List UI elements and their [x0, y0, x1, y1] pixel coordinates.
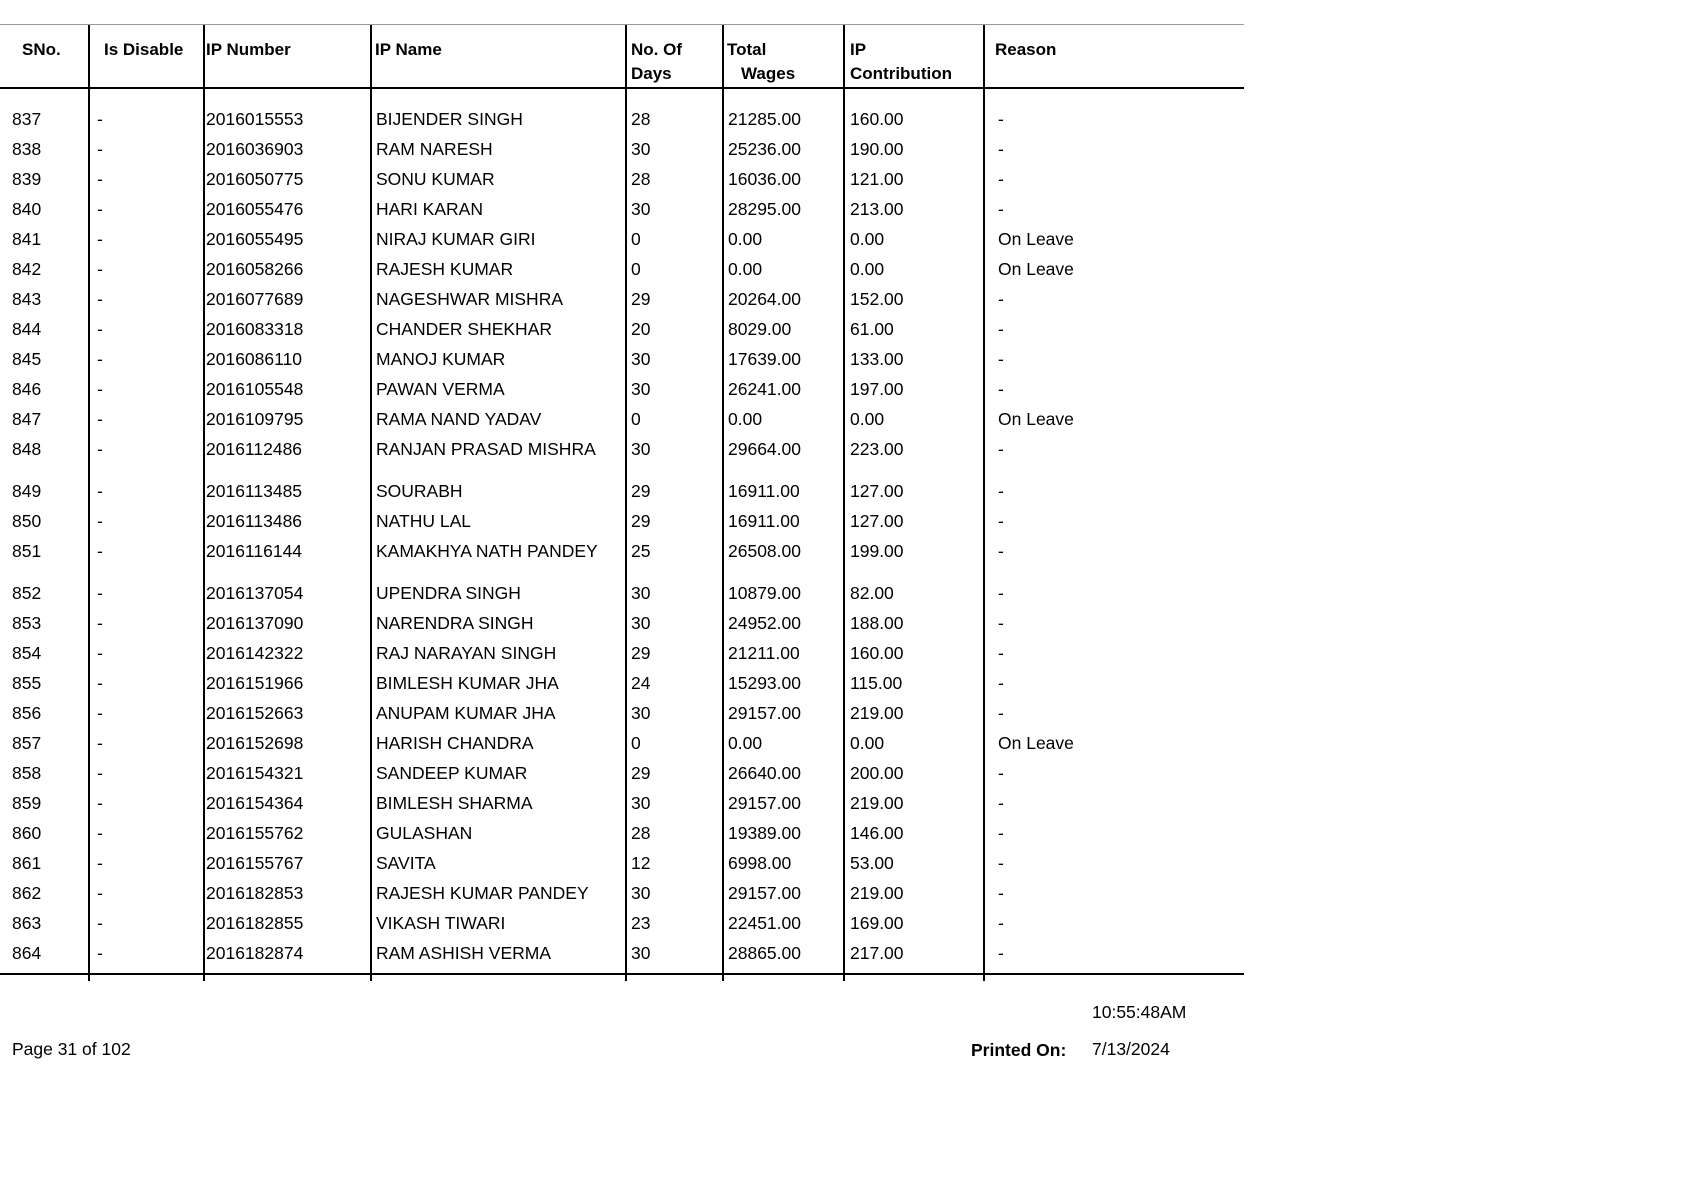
- cell-is-disable: -: [97, 853, 103, 873]
- cell-ip-name: NIRAJ KUMAR GIRI: [376, 229, 536, 249]
- cell-reason: -: [998, 823, 1004, 843]
- col-header-ip-number: IP Number: [206, 40, 291, 59]
- cell-is-disable: -: [97, 169, 103, 189]
- cell-reason: -: [998, 793, 1004, 813]
- cell-is-disable: -: [97, 481, 103, 501]
- cell-sno: 837: [12, 109, 42, 129]
- cell-ip-contribution: 53.00: [850, 853, 894, 873]
- cell-ip-name: GULASHAN: [376, 823, 473, 843]
- cell-no-of-days: 30: [631, 349, 651, 369]
- cell-total-wages: 26241.00: [728, 379, 801, 399]
- cell-ip-contribution: 121.00: [850, 169, 904, 189]
- cell-reason: On Leave: [998, 259, 1074, 279]
- cell-ip-contribution: 197.00: [850, 379, 904, 399]
- cell-total-wages: 16911.00: [728, 511, 800, 531]
- cell-sno: 843: [12, 289, 42, 309]
- cell-ip-contribution: 146.00: [850, 823, 904, 843]
- cell-total-wages: 0.00: [728, 259, 763, 279]
- col-header-sno: SNo.: [22, 40, 61, 59]
- column-divider: [88, 25, 90, 87]
- cell-ip-number: 2016182853: [206, 883, 304, 903]
- cell-no-of-days: 29: [631, 643, 651, 663]
- cell-reason: -: [998, 883, 1004, 903]
- column-divider: [983, 25, 985, 87]
- cell-sno: 858: [12, 763, 42, 783]
- cell-sno: 838: [12, 139, 42, 159]
- cell-reason: -: [998, 379, 1004, 399]
- cell-ip-contribution: 0.00: [850, 259, 885, 279]
- cell-ip-name: NATHU LAL: [376, 511, 471, 531]
- cell-ip-name: RAJ NARAYAN SINGH: [376, 643, 557, 663]
- cell-no-of-days: 30: [631, 703, 651, 723]
- cell-is-disable: -: [97, 409, 103, 429]
- report-table: [0, 24, 1244, 975]
- cell-no-of-days: 0: [631, 409, 641, 429]
- cell-is-disable: -: [97, 943, 103, 963]
- cell-total-wages: 28295.00: [728, 199, 801, 219]
- cell-sno: 862: [12, 883, 42, 903]
- cell-ip-number: 2016154321: [206, 763, 304, 783]
- cell-total-wages: 21285.00: [728, 109, 801, 129]
- cell-ip-number: 2016116144: [206, 541, 303, 561]
- cell-total-wages: 24952.00: [728, 613, 801, 633]
- cell-total-wages: 21211.00: [728, 643, 800, 663]
- cell-reason: -: [998, 319, 1004, 339]
- cell-reason: -: [998, 439, 1004, 459]
- cell-total-wages: 29157.00: [728, 703, 801, 723]
- cell-ip-name: HARI KARAN: [376, 199, 483, 219]
- cell-no-of-days: 30: [631, 379, 651, 399]
- cell-is-disable: -: [97, 733, 103, 753]
- cell-total-wages: 29157.00: [728, 883, 801, 903]
- cell-sno: 863: [12, 913, 42, 933]
- cell-ip-contribution: 190.00: [850, 139, 904, 159]
- cell-ip-number: 2016086110: [206, 349, 303, 369]
- cell-no-of-days: 24: [631, 673, 651, 693]
- cell-is-disable: -: [97, 763, 103, 783]
- cell-ip-contribution: 0.00: [850, 409, 885, 429]
- column-divider: [722, 89, 724, 981]
- cell-reason: -: [998, 643, 1004, 663]
- cell-reason: -: [998, 763, 1004, 783]
- cell-is-disable: -: [97, 289, 103, 309]
- cell-is-disable: -: [97, 883, 103, 903]
- cell-no-of-days: 0: [631, 259, 641, 279]
- cell-sno: 854: [12, 643, 42, 663]
- cell-ip-name: SOURABH: [376, 481, 463, 501]
- cell-no-of-days: 30: [631, 883, 651, 903]
- cell-is-disable: -: [97, 259, 103, 279]
- cell-reason: -: [998, 673, 1004, 693]
- cell-ip-number: 2016113486: [206, 511, 303, 531]
- cell-ip-contribution: 169.00: [850, 913, 904, 933]
- cell-reason: On Leave: [998, 733, 1074, 753]
- cell-ip-contribution: 188.00: [850, 613, 904, 633]
- col-header-is-disable: Is Disable: [104, 40, 184, 59]
- cell-is-disable: -: [97, 229, 103, 249]
- cell-ip-number: 2016182874: [206, 943, 304, 963]
- cell-ip-contribution: 160.00: [850, 643, 904, 663]
- cell-ip-name: RAJESH KUMAR: [376, 259, 514, 279]
- cell-is-disable: -: [97, 109, 103, 129]
- cell-is-disable: -: [97, 583, 103, 603]
- cell-reason: -: [998, 289, 1004, 309]
- cell-ip-contribution: 213.00: [850, 199, 904, 219]
- cell-total-wages: 26508.00: [728, 541, 801, 561]
- cell-no-of-days: 23: [631, 913, 651, 933]
- cell-ip-name: SAVITA: [376, 853, 436, 873]
- cell-reason: -: [998, 349, 1004, 369]
- cell-no-of-days: 0: [631, 229, 641, 249]
- cell-no-of-days: 30: [631, 199, 651, 219]
- cell-ip-contribution: 0.00: [850, 733, 885, 753]
- col-header-ip-name: IP Name: [375, 40, 442, 59]
- cell-ip-number: 2016182855: [206, 913, 304, 933]
- cell-ip-name: KAMAKHYA NATH PANDEY: [376, 541, 598, 561]
- cell-no-of-days: 30: [631, 793, 651, 813]
- column-divider: [625, 25, 627, 87]
- column-divider: [983, 89, 985, 981]
- cell-ip-number: 2016109795: [206, 409, 304, 429]
- cell-total-wages: 17639.00: [728, 349, 801, 369]
- cell-ip-name: BIJENDER SINGH: [376, 109, 523, 129]
- cell-ip-number: 2016152663: [206, 703, 304, 723]
- cell-total-wages: 8029.00: [728, 319, 792, 339]
- cell-total-wages: 29157.00: [728, 793, 801, 813]
- col-header-total-wages: Total Wages: [727, 40, 796, 83]
- cell-is-disable: -: [97, 541, 103, 561]
- col-header-ip-contribution: IP Contribution: [850, 40, 952, 83]
- cell-no-of-days: 29: [631, 289, 651, 309]
- cell-no-of-days: 30: [631, 613, 651, 633]
- cell-sno: 861: [12, 853, 42, 873]
- cell-is-disable: -: [97, 139, 103, 159]
- cell-sno: 852: [12, 583, 42, 603]
- cell-ip-name: RAM NARESH: [376, 139, 493, 159]
- cell-ip-number: 2016154364: [206, 793, 304, 813]
- cell-ip-contribution: 219.00: [850, 793, 904, 813]
- cell-is-disable: -: [97, 613, 103, 633]
- page-number: Page 31 of 102: [12, 1039, 131, 1059]
- cell-ip-contribution: 61.00: [850, 319, 894, 339]
- cell-is-disable: -: [97, 349, 103, 369]
- cell-no-of-days: 28: [631, 823, 651, 843]
- cell-ip-name: RAJESH KUMAR PANDEY: [376, 883, 589, 903]
- cell-ip-number: 2016137090: [206, 613, 304, 633]
- cell-reason: -: [998, 913, 1004, 933]
- cell-ip-number: 2016036903: [206, 139, 304, 159]
- cell-total-wages: 0.00: [728, 409, 763, 429]
- cell-is-disable: -: [97, 379, 103, 399]
- cell-ip-contribution: 0.00: [850, 229, 885, 249]
- cell-no-of-days: 12: [631, 853, 651, 873]
- table-header: [0, 24, 1244, 89]
- cell-ip-number: 2016015553: [206, 109, 304, 129]
- cell-sno: 856: [12, 703, 42, 723]
- print-date: 7/13/2024: [1092, 1039, 1170, 1059]
- column-divider: [370, 25, 372, 87]
- cell-sno: 864: [12, 943, 42, 963]
- cell-no-of-days: 29: [631, 763, 651, 783]
- cell-ip-name: VIKASH TIWARI: [376, 913, 506, 933]
- cell-reason: -: [998, 199, 1004, 219]
- cell-ip-number: 2016151966: [206, 673, 304, 693]
- cell-ip-name: NAGESHWAR MISHRA: [376, 289, 564, 309]
- cell-ip-contribution: 199.00: [850, 541, 904, 561]
- cell-ip-number: 2016055495: [206, 229, 304, 249]
- cell-sno: 839: [12, 169, 42, 189]
- cell-sno: 848: [12, 439, 42, 459]
- cell-ip-contribution: 200.00: [850, 763, 904, 783]
- cell-sno: 841: [12, 229, 42, 249]
- column-divider: [843, 25, 845, 87]
- cell-ip-number: 2016105548: [206, 379, 304, 399]
- cell-ip-number: 2016112486: [206, 439, 303, 459]
- cell-reason: -: [998, 109, 1004, 129]
- cell-is-disable: -: [97, 643, 103, 663]
- cell-no-of-days: 28: [631, 109, 651, 129]
- cell-ip-name: MANOJ KUMAR: [376, 349, 506, 369]
- table-body: [0, 89, 1244, 975]
- cell-total-wages: 10879.00: [728, 583, 801, 603]
- col-header-reason: Reason: [995, 40, 1057, 59]
- cell-ip-number: 2016155767: [206, 853, 304, 873]
- column-divider: [625, 89, 627, 981]
- cell-no-of-days: 25: [631, 541, 651, 561]
- cell-reason: -: [998, 943, 1004, 963]
- cell-reason: -: [998, 481, 1004, 501]
- cell-reason: On Leave: [998, 409, 1074, 429]
- cell-is-disable: -: [97, 319, 103, 339]
- cell-ip-contribution: 133.00: [850, 349, 904, 369]
- cell-sno: 846: [12, 379, 42, 399]
- cell-no-of-days: 30: [631, 439, 651, 459]
- cell-total-wages: 0.00: [728, 733, 763, 753]
- cell-ip-contribution: 219.00: [850, 703, 904, 723]
- cell-ip-number: 2016137054: [206, 583, 304, 603]
- column-divider: [203, 89, 205, 981]
- cell-ip-contribution: 127.00: [850, 511, 904, 531]
- cell-ip-name: UPENDRA SINGH: [376, 583, 521, 603]
- cell-reason: -: [998, 703, 1004, 723]
- cell-reason: -: [998, 853, 1004, 873]
- column-divider: [88, 89, 90, 981]
- cell-sno: 860: [12, 823, 42, 843]
- cell-ip-number: 2016113485: [206, 481, 303, 501]
- cell-ip-name: SANDEEP KUMAR: [376, 763, 528, 783]
- cell-no-of-days: 29: [631, 481, 651, 501]
- cell-sno: 855: [12, 673, 42, 693]
- cell-sno: 857: [12, 733, 42, 753]
- cell-total-wages: 6998.00: [728, 853, 792, 873]
- cell-ip-contribution: 160.00: [850, 109, 904, 129]
- cell-ip-name: HARISH CHANDRA: [376, 733, 534, 753]
- col-header-no-of-days: No. Of Days: [631, 40, 682, 83]
- column-divider: [370, 89, 372, 981]
- cell-ip-number: 2016155762: [206, 823, 304, 843]
- cell-ip-name: BIMLESH KUMAR JHA: [376, 673, 559, 693]
- cell-ip-name: RAM ASHISH VERMA: [376, 943, 552, 963]
- cell-ip-name: NARENDRA SINGH: [376, 613, 534, 633]
- cell-ip-number: 2016077689: [206, 289, 304, 309]
- cell-ip-number: 2016050775: [206, 169, 304, 189]
- cell-sno: 845: [12, 349, 42, 369]
- cell-total-wages: 19389.00: [728, 823, 801, 843]
- cell-no-of-days: 30: [631, 139, 651, 159]
- cell-is-disable: -: [97, 439, 103, 459]
- cell-ip-name: RAMA NAND YADAV: [376, 409, 542, 429]
- cell-reason: -: [998, 511, 1004, 531]
- print-time: 10:55:48AM: [1092, 1002, 1187, 1022]
- cell-is-disable: -: [97, 823, 103, 843]
- cell-total-wages: 15293.00: [728, 673, 801, 693]
- cell-reason: -: [998, 613, 1004, 633]
- cell-ip-number: 2016055476: [206, 199, 304, 219]
- cell-is-disable: -: [97, 793, 103, 813]
- cell-ip-name: ANUPAM KUMAR JHA: [376, 703, 556, 723]
- cell-is-disable: -: [97, 913, 103, 933]
- cell-ip-name: SONU KUMAR: [376, 169, 495, 189]
- cell-ip-number: 2016142322: [206, 643, 304, 663]
- cell-reason: On Leave: [998, 229, 1074, 249]
- column-divider: [843, 89, 845, 981]
- cell-ip-number: 2016152698: [206, 733, 304, 753]
- cell-no-of-days: 28: [631, 169, 651, 189]
- cell-ip-contribution: 127.00: [850, 481, 904, 501]
- cell-ip-contribution: 115.00: [850, 673, 903, 693]
- cell-ip-contribution: 152.00: [850, 289, 904, 309]
- cell-total-wages: 28865.00: [728, 943, 801, 963]
- cell-ip-contribution: 217.00: [850, 943, 904, 963]
- cell-is-disable: -: [97, 511, 103, 531]
- cell-ip-name: CHANDER SHEKHAR: [376, 319, 552, 339]
- cell-total-wages: 29664.00: [728, 439, 801, 459]
- cell-total-wages: 25236.00: [728, 139, 801, 159]
- cell-sno: 851: [12, 541, 42, 561]
- cell-is-disable: -: [97, 199, 103, 219]
- cell-ip-number: 2016058266: [206, 259, 304, 279]
- cell-sno: 840: [12, 199, 42, 219]
- cell-sno: 850: [12, 511, 42, 531]
- cell-ip-contribution: 82.00: [850, 583, 894, 603]
- cell-is-disable: -: [97, 703, 103, 723]
- cell-total-wages: 16911.00: [728, 481, 800, 501]
- printed-on-label: Printed On:: [971, 1040, 1067, 1060]
- cell-reason: -: [998, 541, 1004, 561]
- cell-total-wages: 26640.00: [728, 763, 801, 783]
- cell-no-of-days: 30: [631, 583, 651, 603]
- cell-no-of-days: 29: [631, 511, 651, 531]
- cell-ip-name: RANJAN PRASAD MISHRA: [376, 439, 596, 459]
- cell-total-wages: 0.00: [728, 229, 763, 249]
- cell-sno: 842: [12, 259, 42, 279]
- cell-is-disable: -: [97, 673, 103, 693]
- cell-sno: 849: [12, 481, 42, 501]
- column-divider: [722, 25, 724, 87]
- cell-no-of-days: 30: [631, 943, 651, 963]
- cell-reason: -: [998, 139, 1004, 159]
- cell-total-wages: 20264.00: [728, 289, 801, 309]
- cell-ip-name: BIMLESH SHARMA: [376, 793, 533, 813]
- cell-reason: -: [998, 169, 1004, 189]
- cell-ip-contribution: 223.00: [850, 439, 904, 459]
- column-divider: [203, 25, 205, 87]
- cell-ip-contribution: 219.00: [850, 883, 904, 903]
- cell-ip-name: PAWAN VERMA: [376, 379, 505, 399]
- cell-no-of-days: 0: [631, 733, 641, 753]
- cell-reason: -: [998, 583, 1004, 603]
- cell-sno: 847: [12, 409, 42, 429]
- cell-ip-number: 2016083318: [206, 319, 304, 339]
- cell-sno: 853: [12, 613, 42, 633]
- cell-no-of-days: 20: [631, 319, 651, 339]
- cell-sno: 844: [12, 319, 42, 339]
- cell-total-wages: 22451.00: [728, 913, 801, 933]
- cell-sno: 859: [12, 793, 42, 813]
- cell-total-wages: 16036.00: [728, 169, 801, 189]
